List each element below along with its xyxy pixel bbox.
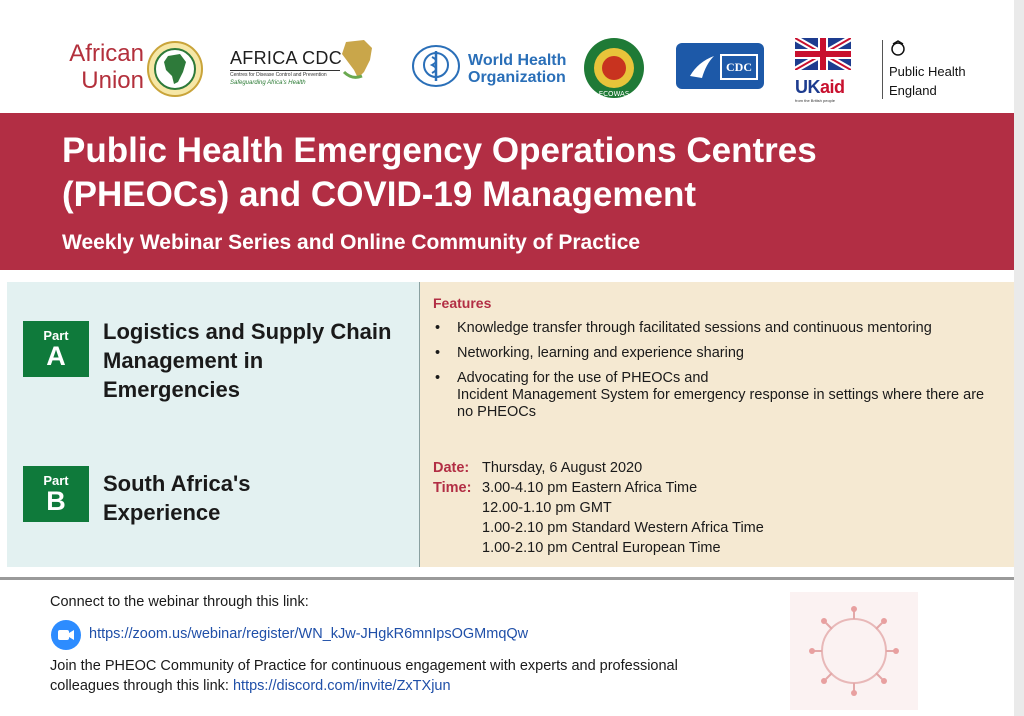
part-a-title: Logistics and Supply Chain Management in Emergencies [103, 319, 392, 402]
ukaid-small-text: from the British people [795, 98, 836, 103]
african-union-logo-text: African Union [69, 40, 144, 94]
zoom-icon[interactable] [51, 620, 81, 650]
who-line-1: World Health [468, 52, 567, 69]
features-list [433, 320, 1003, 429]
ukaid-logo [795, 38, 851, 103]
hhs-eagle-icon [684, 48, 720, 84]
africa-cdc-title: AFRICA CDC [230, 48, 343, 68]
part-b-badge [23, 466, 89, 522]
subtitle: Weekly Webinar Series and Online Community of Practice [62, 231, 641, 254]
part-a-badge [23, 321, 89, 377]
part-b-title: South Africa's Experience [103, 471, 251, 525]
zoom-registration-link[interactable]: https://zoom.us/webinar/register/WN_kJw-JHgkR6mnIpsOGMmqQw [89, 626, 529, 642]
royal-crest-icon [889, 40, 907, 56]
join-text: Join the PHEOC Community of Practice for continuous engagement with experts and professional colleagues through this link: [50, 658, 678, 694]
feature-item: • Advocating for the use of PHEOCs and Incident Management System for emergency response in settings where there are no PHEOCs [433, 370, 1003, 421]
ecowas-emblem-icon [582, 36, 646, 100]
phe-line-2: England [889, 83, 937, 98]
who-logo-text [468, 52, 566, 86]
part-a-label: Part [43, 328, 69, 343]
main-title: Public Health Emergency Operations Centres (PHEOCs) and COVID-19 Management [62, 131, 817, 214]
features-heading: Features [433, 295, 492, 311]
africa-map-icon [334, 36, 380, 82]
schedule [433, 458, 764, 558]
who-emblem-icon [410, 43, 462, 89]
africa-cdc-tagline: Safeguarding Africa's Health [230, 80, 306, 86]
time-row [433, 478, 764, 498]
footer-divider [0, 577, 1024, 580]
feature-item: • Knowledge transfer through facilitated sessions and continuous mentoring [433, 320, 1003, 337]
date-value: Thursday, 6 August 2020 [482, 460, 643, 476]
phe-logo [882, 40, 966, 99]
zoom-camera-icon [51, 620, 81, 650]
time-value: 3.00-4.10 pm Eastern Africa Time [482, 480, 698, 496]
join-community-text [50, 656, 750, 696]
ukaid-uk: UK [795, 77, 820, 97]
time-value: 1.00-2.10 pm Central European Time [482, 540, 721, 556]
cdc-label: CDC [720, 54, 758, 80]
part-a-letter: A [46, 341, 66, 371]
discord-invite-link[interactable]: https://discord.com/invite/ZxTXjun [232, 678, 451, 694]
virus-illustration [790, 592, 918, 710]
ukaid-wordmark [795, 77, 851, 98]
date-row [433, 458, 764, 478]
cdc-logo [676, 43, 764, 89]
african-union-emblem-icon [146, 40, 204, 98]
africa-cdc-logo [230, 48, 342, 86]
ukaid-aid: aid [820, 77, 845, 97]
phe-line-1: Public Health [889, 64, 966, 79]
logo-row [0, 0, 1024, 112]
time-value: 1.00-2.10 pm Standard Western Africa Time [482, 520, 764, 536]
panel-divider [419, 282, 420, 567]
part-b-letter: B [46, 486, 66, 516]
union-jack-flag-icon [795, 38, 851, 70]
date-label: Date: [433, 460, 470, 476]
time-value: 12.00-1.10 pm GMT [482, 500, 612, 516]
who-line-2: Organization [468, 69, 566, 86]
part-b-label: Part [43, 473, 69, 488]
coronavirus-icon [790, 592, 918, 710]
feature-item: • Networking, learning and experience sharing [433, 345, 1003, 362]
title-banner [0, 113, 1024, 270]
ecowas-label: ECOWAS [598, 90, 630, 98]
africa-cdc-subtitle: Centres for Disease Control and Prevention [230, 70, 340, 78]
connect-text: Connect to the webinar through this link: [50, 594, 309, 610]
time-label: Time: [433, 480, 472, 496]
page-edge [1014, 0, 1024, 716]
